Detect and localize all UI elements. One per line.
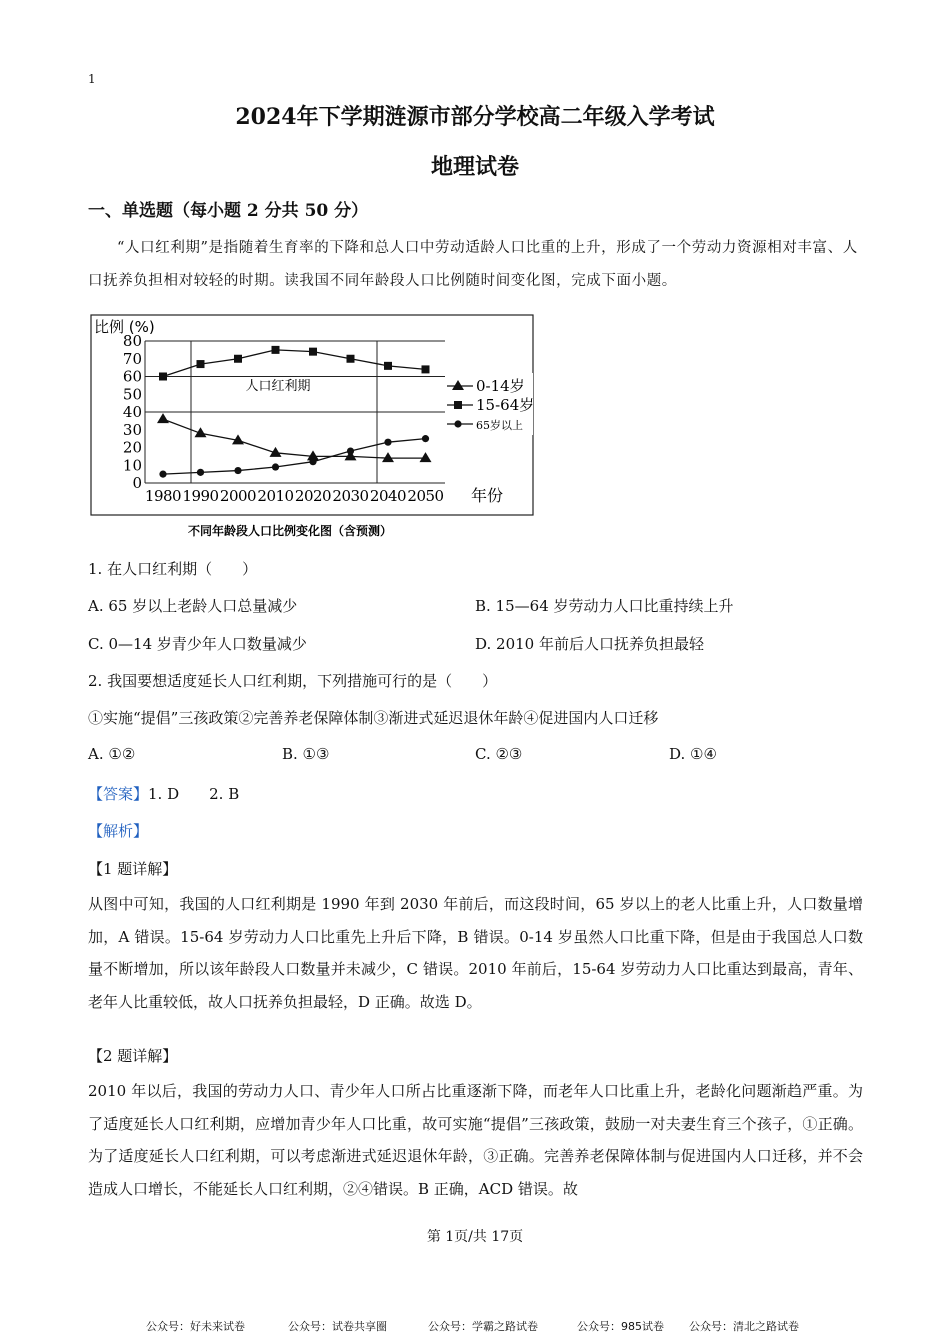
series-triangle <box>157 413 432 462</box>
answer-line <box>88 783 239 804</box>
ad-5: 公众号：清北之路试卷 <box>689 1320 799 1333</box>
x-tick-label: 1980 <box>144 487 182 505</box>
page-marker: 1 <box>88 72 96 86</box>
chart-axes <box>123 332 503 505</box>
data-point <box>197 469 204 476</box>
exam-title: 2024年下学期涟源市部分学校高二年级入学考试 <box>235 104 715 130</box>
legend-label: 65岁以上 <box>476 419 523 432</box>
q2-option-a: A. ①② <box>88 745 136 763</box>
answer-tag: 【答案】 <box>88 785 149 803</box>
q1-option-a: A. 65 岁以上老龄人口总量减少 <box>88 597 298 615</box>
data-point <box>347 355 355 363</box>
exam-subtitle: 地理试卷 <box>430 154 519 180</box>
data-point <box>309 348 317 356</box>
ad-4: 公众号：985试卷 <box>577 1320 664 1333</box>
y-tick-label: 40 <box>122 403 142 421</box>
data-point <box>384 362 392 370</box>
question-2-items: ①实施“提倡”三孩政策②完善养老保障体制③渐进式延迟退休年龄④促进国内人口迁移 <box>88 709 659 727</box>
section-heading: 一、单选题（每小题 2 分共 50 分） <box>88 201 369 221</box>
x-tick-label: 2020 <box>294 487 332 505</box>
x-tick-label: 2010 <box>257 487 294 505</box>
data-point <box>234 467 241 474</box>
data-point <box>157 413 169 423</box>
data-point <box>197 360 205 368</box>
question-2-stem: 2. 我国要想适度延长人口红利期，下列措施可行的是（ ） <box>88 672 498 690</box>
demographic-dividend-annotation: 人口红利期 <box>245 379 311 394</box>
ad-2: 公众号：试卷共享圈 <box>288 1320 387 1333</box>
q1-option-d: D. 2010 年前后人口抚养负担最轻 <box>475 635 704 653</box>
data-point <box>384 439 391 446</box>
x-tick-label: 2000 <box>219 487 257 505</box>
chart-grid <box>145 341 445 483</box>
y-tick-label: 50 <box>122 385 142 404</box>
data-point <box>234 355 242 363</box>
analysis-tag: 【解析】 <box>88 822 149 840</box>
x-tick-label: 2040 <box>369 487 407 505</box>
data-point <box>420 452 432 462</box>
q2-option-c: C. ②③ <box>475 745 523 763</box>
question-1-stem: 1. 在人口红利期（ ） <box>88 560 258 578</box>
y-axis-label: 比例 (%) <box>94 318 155 336</box>
y-tick-label: 70 <box>122 349 142 368</box>
y-tick-label: 80 <box>122 332 142 350</box>
data-point <box>159 471 166 478</box>
legend-label: 0-14岁 <box>476 377 525 395</box>
detail-1-text: 从图中可知，我国的人口红利期是 1990 年到 2030 年前后，而这段时间，65 岁以上的老人比重上升，人口数量增加，A 错误。15-64 岁劳动力人口比重先上升后下降，B 错误。0-14 岁虽然人口比重下降，但是由于我国总人口数量不断增加，所以该年龄段人口数量并未减少，C 错误。2010 年前后，15-64 岁劳动力人口比重达到最高，青年、老年人比重较低，故人口抚养负担最轻，D 正确。故选 D。 <box>88 895 863 1011</box>
y-tick-label: 20 <box>122 438 142 457</box>
legend-marker <box>454 401 462 409</box>
q1-option-b: B. 15—64 岁劳动力人口比重持续上升 <box>475 597 734 615</box>
y-tick-label: 10 <box>122 456 142 475</box>
data-point <box>382 452 394 462</box>
data-point <box>347 447 354 454</box>
data-point <box>272 463 279 470</box>
y-tick-label: 30 <box>122 420 142 439</box>
chart-caption: 不同年龄段人口比例变化图（含预测） <box>187 524 393 538</box>
series-line <box>163 419 426 458</box>
legend-label: 15-64岁 <box>476 396 535 414</box>
data-point <box>422 365 430 373</box>
answer-text: 1. D 2. B <box>148 785 240 803</box>
detail-1-tag: 【1 题详解】 <box>88 860 178 878</box>
x-tick-label: 2050 <box>407 487 444 505</box>
data-point <box>159 373 167 381</box>
x-axis-label: 年份 <box>471 486 504 505</box>
x-tick-label: 1990 <box>182 487 219 505</box>
page-footer: 第 1页/共 17页 <box>426 1229 524 1245</box>
q1-option-c: C. 0—14 岁青少年人口数量减少 <box>88 635 307 653</box>
q2-option-d: D. ①④ <box>669 745 717 763</box>
chart-legend <box>446 373 534 435</box>
legend-marker <box>454 420 461 427</box>
x-tick-label: 2030 <box>332 487 369 505</box>
q2-option-b: B. ①③ <box>282 745 330 763</box>
data-point <box>309 458 316 465</box>
series-square <box>159 346 430 381</box>
intro-paragraph: “人口红利期”是指随着生育率的下降和总人口中劳动适龄人口比重的上升，形成了一个劳动力资源相对丰富、人口抚养负担相对较轻的时期。读我国不同年龄段人口比例随时间变化图，完成下面小题。 <box>88 240 858 289</box>
y-tick-label: 0 <box>132 474 142 492</box>
y-tick-label: 60 <box>122 367 142 386</box>
data-point <box>272 346 280 354</box>
population-chart <box>90 314 540 542</box>
data-point <box>422 435 429 442</box>
ad-3: 公众号：学霸之路试卷 <box>428 1320 538 1333</box>
detail-2-tag: 【2 题详解】 <box>88 1047 178 1065</box>
ad-1: 公众号：好未来试卷 <box>146 1320 245 1333</box>
detail-2-text: 2010 年以后，我国的劳动力人口、青少年人口所占比重逐渐下降，而老年人口比重上升，老龄化问题渐趋严重。为了适度延长人口红利期，应增加青少年人口比重，故可实施“提倡”三孩政策，鼓励一对夫妻生育三个孩子，①正确。为了适度延长人口红利期，可以考虑渐进式延迟退休年龄，③正确。完善养老保障体制与促进国内人口迁移，并不会造成人口增长，不能延长人口红利期，②④错误。B 正确，ACD 错误。故 <box>88 1082 863 1198</box>
